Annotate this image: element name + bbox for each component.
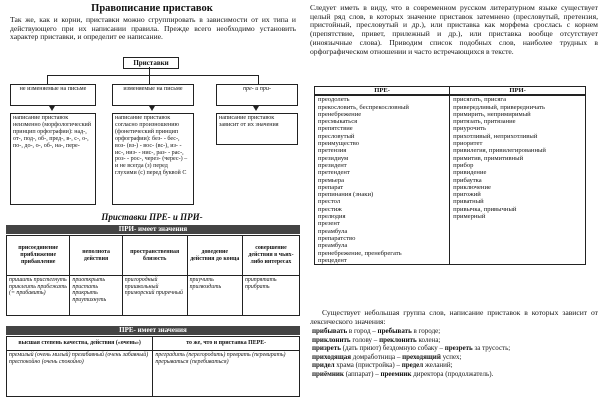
- right-outro-paragraph: Существует небольшая группа слов, написание приставок в которых зависит от лексического значения:: [310, 308, 598, 326]
- pair-word: преклонить: [379, 335, 417, 344]
- pre-word-item: пренебрежение: [318, 110, 362, 118]
- pre-word-item: преамбула: [318, 227, 348, 235]
- pre-word-item: прелюдия: [318, 213, 346, 221]
- pri-word-item: прибор: [453, 161, 474, 169]
- pair-text: желаний;: [423, 361, 453, 370]
- lexical-pair-row: [312, 327, 600, 336]
- pre-word-item: претензия: [318, 147, 347, 155]
- pre-example-cell: премилый (очень милый) презабавный (очень забавный) преспокойно (очень спокойно): [7, 351, 153, 397]
- pri-word-item: приключение: [453, 183, 491, 191]
- pair-word: придел: [312, 361, 335, 370]
- pair-word: предел: [401, 361, 424, 370]
- pri-word-item: привычка, привычный: [453, 205, 517, 213]
- pri-word-item: примерный: [453, 213, 486, 221]
- diagram-connector: [47, 75, 48, 84]
- pair-text: домработница –: [351, 352, 403, 361]
- branch-body-text: написание приставок зависит от их значения: [219, 115, 279, 128]
- branch-head-changed: [112, 84, 194, 106]
- pre-word-item: претендент: [318, 169, 350, 177]
- pre-word-item: престиж: [318, 205, 342, 213]
- pri-word-item: притязать, притязание: [453, 118, 516, 126]
- branch-body-changed: [112, 113, 194, 205]
- pre-meaning-table: [6, 336, 300, 397]
- pre-column-header: ПРЕ-: [315, 87, 450, 96]
- branch-head-pre-pri: [216, 84, 298, 106]
- pair-word: приклонить: [312, 335, 351, 344]
- left-page-title: Правописание приставок: [91, 3, 213, 14]
- pair-word: приходящая: [312, 352, 352, 361]
- prefix-root-label: Приставки: [133, 59, 169, 67]
- pair-text: (дать приют) бездомную собаку –: [340, 344, 445, 353]
- pair-word: пребывать: [377, 327, 412, 335]
- prefix-root-box: [123, 57, 179, 69]
- pri-word-item: привередливый, привередничать: [453, 103, 546, 111]
- left-page: [2, 0, 302, 402]
- pre-word-item: преамбула: [318, 242, 348, 250]
- branch-body-text: написание приставок неизменно (морфологический принцип орфографии): над-, от-, под-, об-, пред-, в-, с-, о-, по-, до-, о-, об-, на-, пере-: [13, 115, 92, 149]
- pri-word-item: примитив, примитивный: [453, 154, 524, 162]
- pair-word: прибывать: [312, 327, 348, 335]
- pre-word-item: прекословить, беспрекословный: [318, 103, 409, 111]
- pre-word-item: преимущество: [318, 140, 360, 148]
- lexical-pair-row: [312, 370, 600, 379]
- pri-word-item: пригожий: [453, 191, 481, 199]
- lexical-pair-row: [312, 344, 600, 353]
- pre-word-item: пресмыкаться: [318, 118, 358, 126]
- pri-example-cell: припрятать прибрать: [242, 276, 299, 316]
- pre-word-item: презент: [318, 220, 340, 228]
- right-intro-paragraph: Следует иметь в виду, что в современном русском литературном языке существует целый ряд слов, в которых значение приставок затемнено (пресловутый, претензия, пристойный, пресловутый и др.), или приставка как морфема срослась с корнем (препятствие, привет, прилежный и др.), или приставка вообще отсутствует (иноязычные слова). Приводим список подобных слов, наиболее трудных в орфографическом отношении и часто встречающихся в тексте.: [310, 3, 598, 56]
- pri-meaning-table: [6, 235, 300, 316]
- pair-word: преходящий: [402, 352, 441, 361]
- lexical-pair-row: [312, 353, 600, 362]
- pair-text: голову –: [350, 335, 380, 344]
- pre-word-item: препятствие: [318, 125, 353, 133]
- pair-text: в городе;: [411, 327, 441, 335]
- pri-header-cell: неполнота действия: [70, 236, 122, 276]
- pre-word-item: президиум: [318, 154, 349, 162]
- pair-word: призреть: [312, 344, 341, 353]
- lexical-pair-row: [312, 336, 600, 345]
- pair-text: за трусость;: [472, 344, 511, 353]
- pre-word-item: президент: [318, 161, 347, 169]
- pair-text: в город –: [347, 327, 378, 335]
- lexical-pairs-list: [312, 327, 600, 379]
- pri-word-item: привилегия, привилегированный: [453, 147, 546, 155]
- branch-head-text: пре- и при-: [242, 86, 272, 92]
- pair-word: приёмник: [312, 369, 344, 378]
- pair-word: презреть: [444, 344, 473, 353]
- right-page: [304, 0, 602, 402]
- pri-word-item: примирить, непримиримый: [453, 110, 531, 118]
- pri-words-column: [450, 95, 586, 264]
- pre-meaning-bar: ПРЕ- имеет значения: [6, 326, 300, 335]
- pre-example-cell: преградить (перегородить) преврать (перевирать) прерываться (перебиваться): [153, 351, 300, 397]
- arrow-down-icon: [149, 106, 155, 111]
- word-list-table: [314, 86, 586, 265]
- pri-example-cell: приоткрыть пристать прикрыть приутихнуть: [70, 276, 122, 316]
- pri-header-cell: совершение действия в чьих-либо интересах: [242, 236, 299, 276]
- pre-word-item: пресловутый: [318, 132, 355, 140]
- lexical-pair-row: [312, 361, 600, 370]
- branch-body-text: написание приставок согласно произношению (фонетический принцип орфографии): без- - бес-, воз- (вз-) - вос- (вс-), из- - ис-, низ- - нис-, раз- - рас-, роз- - рос-, через- (черес-) – и не всегда (з) перед глухими (с) перед буквой С: [115, 115, 188, 177]
- pri-word-item: прихотливый, неприхотливый: [453, 132, 538, 140]
- pair-text: (аппарат) –: [343, 369, 381, 378]
- diagram-connector: [258, 75, 259, 84]
- pri-word-item: приурочить: [453, 125, 486, 133]
- pair-text: успех;: [440, 352, 462, 361]
- arrow-down-icon: [253, 106, 259, 111]
- left-intro-paragraph: Так же, как и корни, приставки можно сгруппировать в зависимости от их типа и действующего при их написании правила. Прежде всего необходимо установить характер приставки, и определит ее написание.: [10, 15, 296, 42]
- arrow-down-icon: [49, 106, 55, 111]
- pri-word-item: привидение: [453, 169, 487, 177]
- diagram-connector: [149, 75, 150, 84]
- diagram-connector: [149, 67, 150, 75]
- branch-head-text: изменяемые на письме: [123, 86, 183, 92]
- pri-header-cell: пространственная близость: [122, 236, 187, 276]
- pre-header-cell: то же, что и приставка ПЕРЕ-: [153, 337, 300, 351]
- pre-word-item: пренебрежение, пренебрегать: [318, 249, 402, 257]
- pre-words-column: [315, 95, 450, 264]
- pair-word: преемник: [380, 369, 412, 378]
- branch-head-unchanged: [10, 84, 96, 106]
- pair-text: директора (продолжатель).: [411, 369, 494, 378]
- branch-body-unchanged: [10, 113, 96, 205]
- diagram-connector: [47, 75, 258, 76]
- branch-head-text: не изменяемые на письме: [19, 86, 87, 92]
- pre-header-cell: высшая степень качества, действия («очень»): [7, 337, 153, 351]
- branch-body-pre-pri: [216, 113, 298, 145]
- pair-text: колена;: [416, 335, 441, 344]
- pri-meaning-bar: ПРИ- имеет значения: [6, 225, 300, 234]
- pre-word-item: препинания (знаки): [318, 191, 374, 199]
- pri-word-item: прибаутка: [453, 176, 482, 184]
- pre-word-item: преодолеть: [318, 96, 350, 104]
- pri-word-item: приватный: [453, 198, 484, 206]
- pre-word-item: препарат: [318, 183, 344, 191]
- pri-word-item: приоритет: [453, 140, 483, 148]
- pri-example-cell: приучить пригвоздить: [187, 276, 242, 316]
- pair-text: храма (пристройка) –: [334, 361, 402, 370]
- pre-word-item: препаратство: [318, 234, 356, 242]
- pre-word-item: престол: [318, 198, 341, 206]
- pri-column-header: ПРИ-: [450, 87, 586, 96]
- pri-word-item: присягать, присяга: [453, 96, 507, 104]
- pri-example-cell: пригородный пришкольный приморский приречный: [122, 276, 187, 316]
- pre-pri-subtitle: Приставки ПРЕ- и ПРИ-: [101, 212, 203, 222]
- pri-header-cell: присоединение приближение прибавление: [7, 236, 70, 276]
- pri-header-cell: доведение действия до конца: [187, 236, 242, 276]
- pri-example-cell: пришить пристегнуть приклеить прибежать (= прибавить): [7, 276, 70, 316]
- pre-word-item: прецедент: [318, 256, 347, 264]
- pre-word-item: премьера: [318, 176, 345, 184]
